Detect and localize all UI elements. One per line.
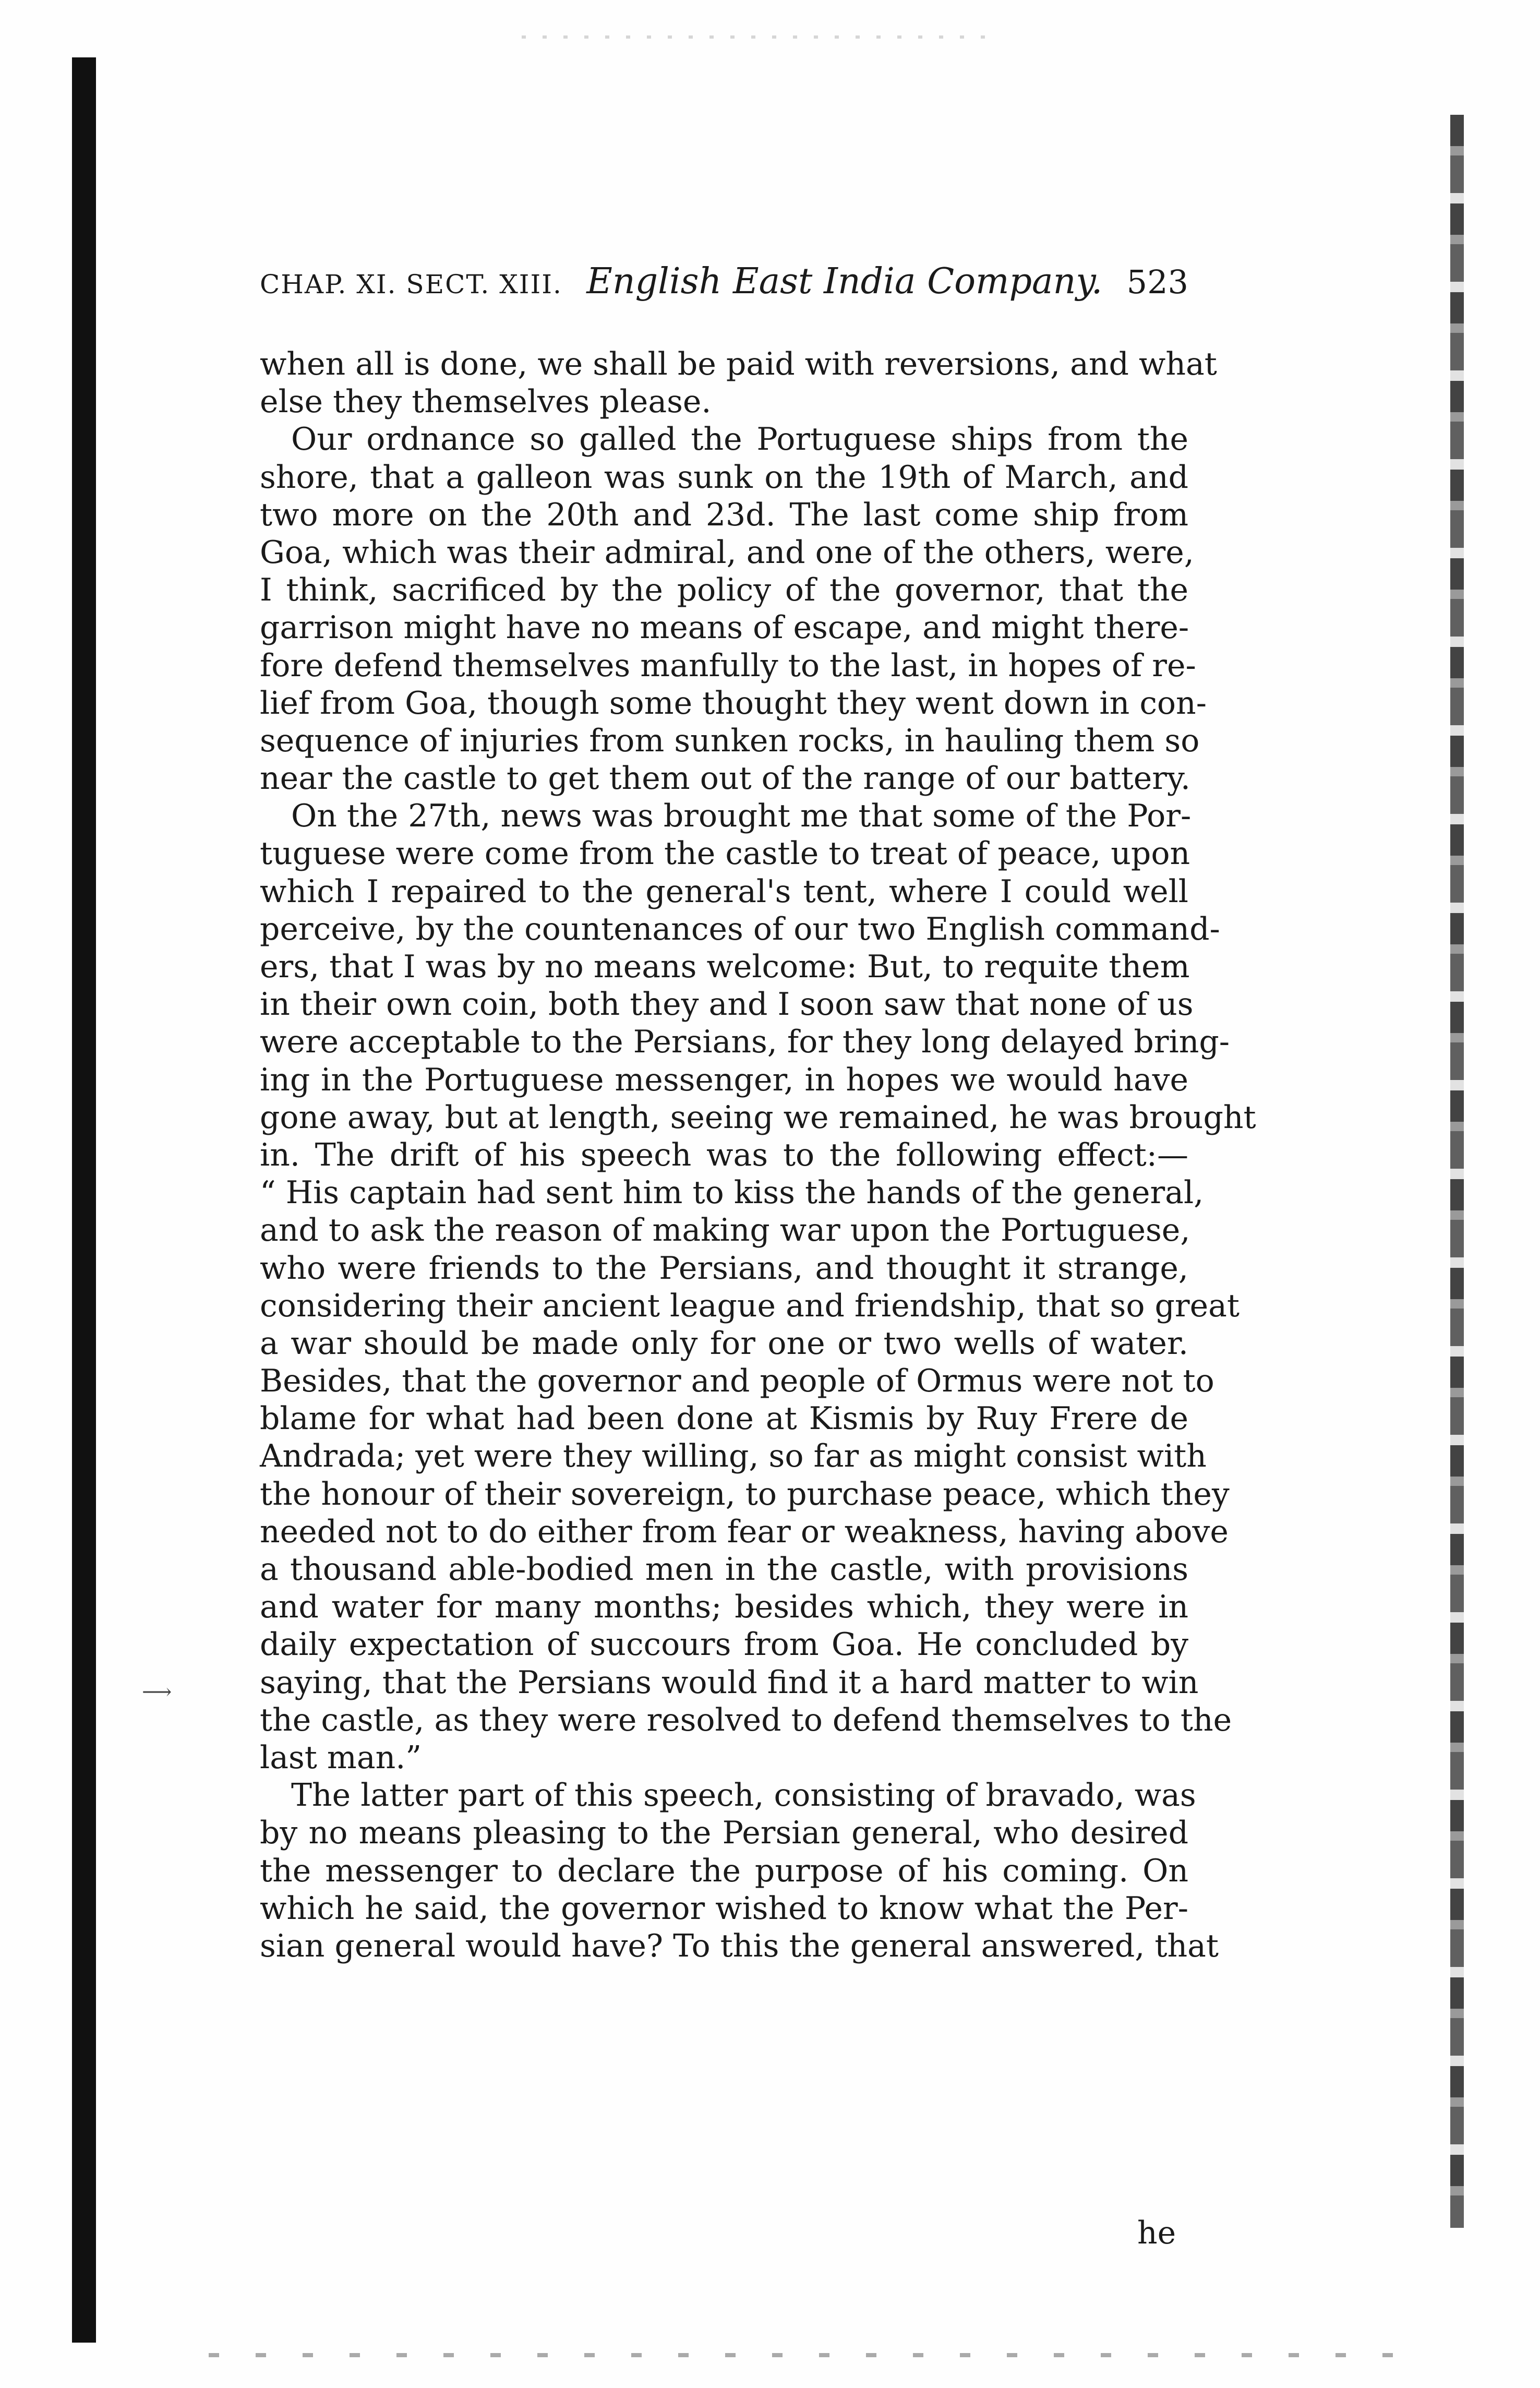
text-line: were acceptable to the Persians, for they long delayed bring- [260, 1024, 1230, 1061]
text-line: fore defend themselves manfully to the last, in hopes of re- [260, 647, 1196, 684]
scan-noise-bottom [209, 2353, 1409, 2357]
text-line: lief from Goa, though some thought they went down in con- [260, 685, 1207, 722]
text-line: ers, that I was by no means welcome: But, to requite them [260, 949, 1190, 985]
chapter-section-label: CHAP. XI. SECT. XIII. [260, 269, 562, 299]
text-line: by no means pleasing to the Persian general, who desired [260, 1815, 1188, 1852]
text-line: daily expectation of succours from Goa. He concluded by [260, 1626, 1188, 1663]
text-line: which he said, the governor wished to know what the Per- [260, 1890, 1188, 1927]
text-line: a thousand able-bodied men in the castle, with provisions [260, 1551, 1188, 1588]
text-line: perceive, by the countenances of our two English command- [260, 910, 1220, 947]
page-number: 523 [1126, 263, 1188, 301]
text-line: The latter part of this speech, consisting of bravado, was [291, 1777, 1196, 1814]
text-line: when all is done, we shall be paid with reversions, and what [260, 346, 1217, 382]
text-line: who were friends to the Persians, and thought it strange, [260, 1250, 1188, 1287]
text-line: Goa, which was their admiral, and one of the others, were, [260, 534, 1194, 571]
text-line: Our ordnance so galled the Portuguese ships from the [291, 421, 1188, 458]
text-line: else they themselves please. [260, 383, 712, 421]
text-line: considering their ancient league and friendship, that so great [260, 1287, 1240, 1324]
text-line: I think, sacrificed by the policy of the governor, that the [260, 572, 1188, 609]
text-line: in their own coin, both they and I soon saw that none of us [260, 986, 1194, 1023]
text-line: ing in the Portuguese messenger, in hopes we would have [260, 1061, 1188, 1098]
text-line: tuguese were come from the castle to treat of peace, upon [260, 835, 1190, 872]
text-line: shore, that a galleon was sunk on the 19th of March, and [260, 459, 1188, 496]
text-line: garrison might have no means of escape, and might there- [260, 609, 1189, 646]
text-line: last man.” [260, 1739, 422, 1776]
text-line: in. The drift of his speech was to the following effect:— [260, 1136, 1188, 1173]
text-line: sequence of injuries from sunken rocks, in hauling them so [260, 722, 1200, 759]
text-line: needed not to do either from fear or weakness, having above [260, 1513, 1229, 1550]
text-line: which I repaired to the general's tent, where I could well [260, 873, 1188, 910]
text-line: blame for what had been done at Kismis by Ruy Frere de [260, 1400, 1188, 1437]
text-line: two more on the 20th and 23d. The last come ship from [260, 496, 1188, 533]
scan-noise-top [522, 35, 991, 39]
text-line: Besides, that the governor and people of Ormus were not to [260, 1363, 1214, 1400]
text-line: near the castle to get them out of the range of our battery. [260, 760, 1190, 797]
text-line: On the 27th, news was brought me that some of the Por- [291, 798, 1192, 835]
text-line: and water for many months; besides which, they were in [260, 1589, 1188, 1626]
text-line: the castle, as they were resolved to defend themselves to the [260, 1701, 1232, 1738]
text-line: the messenger to declare the purpose of his coming. On [260, 1852, 1188, 1889]
text-line: saying, that the Persians would find it a hard matter to win [260, 1664, 1199, 1701]
body-text [260, 345, 1256, 1965]
text-line: gone away, but at length, seeing we remained, he was brought [260, 1099, 1256, 1136]
text-line: the honour of their sovereign, to purchase peace, which they [260, 1475, 1230, 1513]
text-line: sian general would have? To this the general answered, that [260, 1927, 1219, 1964]
text-line: a war should be made only for one or two wells of water. [260, 1325, 1188, 1362]
text-line: Andrada; yet were they willing, so far as might consist with [260, 1438, 1207, 1475]
running-title: English East India Company. [586, 261, 1103, 302]
text-line: “ His captain had sent him to kiss the hands of the general, [260, 1174, 1204, 1211]
catchword: he [1137, 2215, 1176, 2251]
scan-edge-right [1450, 115, 1464, 2228]
running-header [260, 261, 1188, 308]
scan-edge-left [72, 57, 96, 2343]
margin-mark: ⟶ [142, 1680, 172, 1704]
text-line: and to ask the reason of making war upon the Portuguese, [260, 1212, 1190, 1249]
